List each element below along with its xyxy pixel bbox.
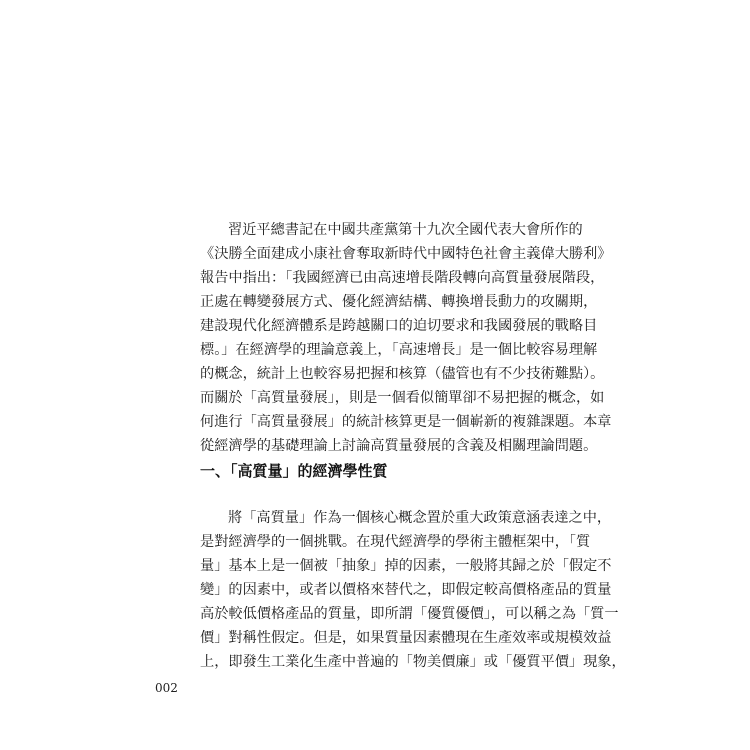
- text-line: 的概念，統計上也較容易把握和核算（儘管也有不少技術難點）。: [200, 366, 605, 382]
- text-line: 報告中指出：「我國經濟已由高速增長階段轉向高質量發展階段，: [200, 270, 605, 286]
- text-line: 高於較低價格產品的質量，即所謂「優質優價」，可以稱之為「質一: [200, 606, 619, 622]
- text-line: 量」基本上是一個被「抽象」掉的因素，一般將其歸之於「假定不: [200, 558, 612, 574]
- text-line: 《決勝全面建成小康社會奪取新時代中國特色社會主義偉大勝利》: [200, 246, 612, 262]
- text-line: 建設現代化經濟體系是跨越關口的迫切要求和我國發展的戰略目: [200, 318, 598, 334]
- section-heading: 一、「高質量」的經濟學性質: [200, 462, 388, 480]
- text-line: 價」對稱性假定。但是，如果質量因素體現在生產效率或規模效益: [200, 630, 612, 646]
- text-line: 是對經濟學的一個挑戰。在現代經濟學的學術主體框架中，「質: [200, 534, 591, 550]
- text-line: 而關於「高質量發展」，則是一個看似簡單卻不易把握的概念，如: [200, 390, 605, 406]
- text-line: 從經濟學的基礎理論上討論高質量發展的含義及相關理論問題。: [200, 438, 598, 454]
- text-line: 何進行「高質量發展」的統計核算更是一個嶄新的複雜課題。本章: [200, 414, 612, 430]
- text-line: 上，即發生工業化生產中普遍的「物美價廉」或「優質平價」現象，: [200, 654, 626, 670]
- text-line: 正處在轉變發展方式、優化經濟結構、轉換增長動力的攻關期，: [200, 294, 598, 310]
- text-line: 變」的因素中，或者以價格來替代之，即假定較高價格產品的質量: [200, 582, 612, 598]
- text-line: 標。」在經濟學的理論意義上，「高速增長」是一個比較容易理解: [200, 342, 598, 358]
- page-number: 002: [155, 681, 178, 695]
- text-line: 將「高質量」作為一個核心概念置於重大政策意涵表達之中，: [228, 510, 612, 526]
- text-line: 習近平總書記在中國共產黨第十九次全國代表大會所作的: [228, 222, 583, 238]
